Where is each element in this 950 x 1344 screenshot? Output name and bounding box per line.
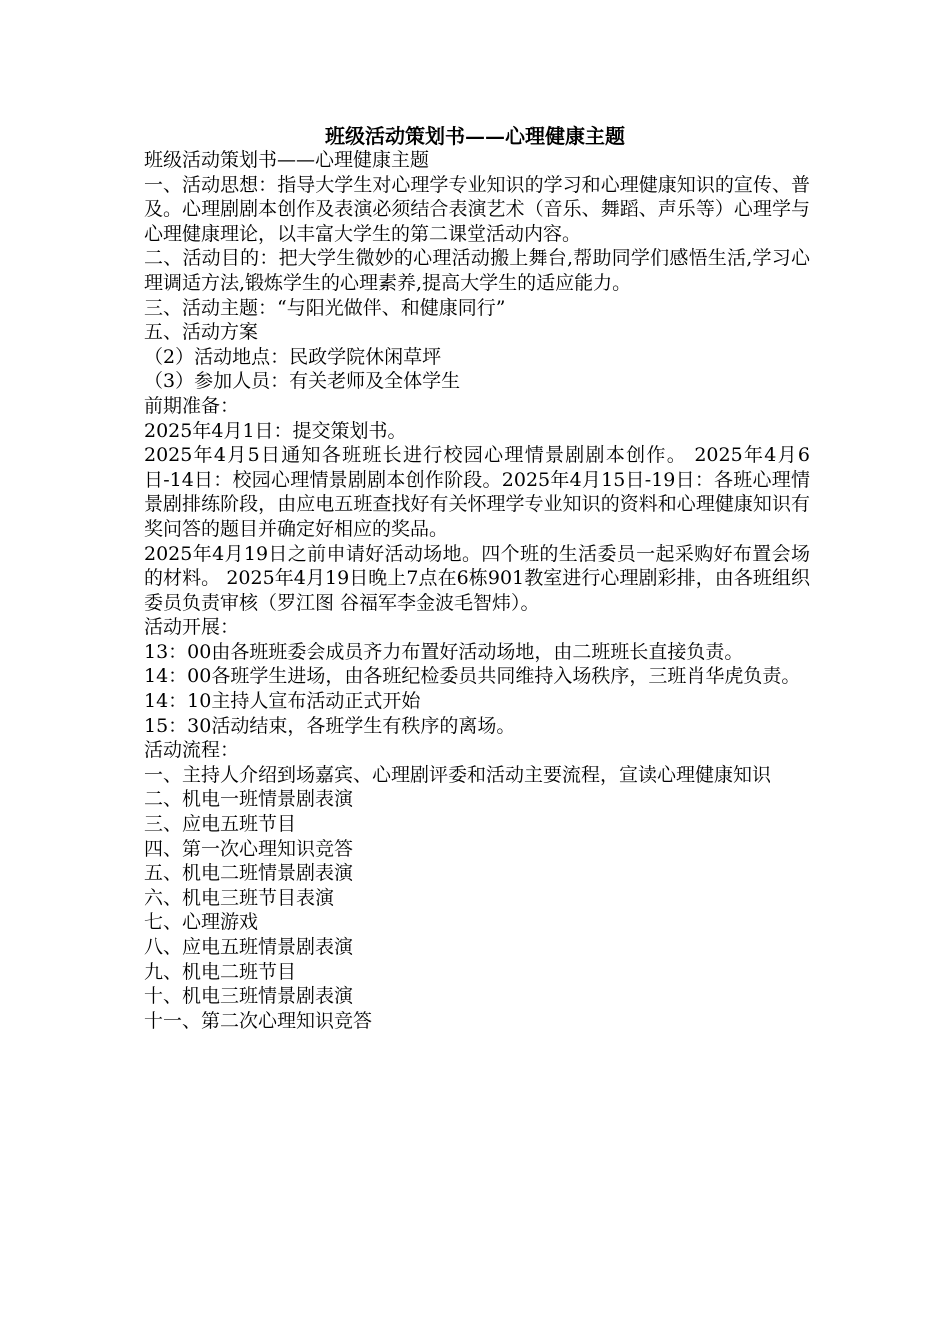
paragraph: 七、心理游戏 (144, 911, 259, 934)
document-body (144, 148, 810, 1033)
paragraph: （2）活动地点：民政学院休闲草坪 (144, 345, 442, 368)
paragraph: （3）参加人员：有关老师及全体学生 (144, 370, 461, 393)
paragraph: 15：30活动结束，各班学生有秩序的离场。 (144, 714, 516, 737)
paragraph: 前期准备： (144, 394, 240, 417)
paragraph: 一、主持人介绍到场嘉宾、心理剧评委和活动主要流程，宣读心理健康知识 (144, 763, 772, 786)
paragraph: 班级活动策划书——心理健康主题 (144, 149, 430, 171)
paragraph: 14：10主持人宣布活动正式开始 (144, 690, 421, 713)
paragraph: 八、应电五班情景剧表演 (144, 936, 354, 958)
paragraph: 二、活动目的：把大学生微妙的心理活动搬上舞台,帮助同学们感悟生活,学习心理调适方法,锻炼学生的心理素养,提高大学生的适应能力。 (144, 247, 810, 294)
paragraph: 五、机电二班情景剧表演 (144, 862, 354, 885)
paragraph: 九、机电二班节目 (144, 960, 297, 983)
paragraph: 14：00各班学生进场，由各班纪检委员共同维持入场秩序，三班肖华虎负责。 (144, 665, 801, 688)
paragraph: 2025年4月1日：提交策划书。 (144, 419, 407, 442)
paragraph: 十一、第二次心理知识竞答 (144, 1009, 373, 1032)
paragraph: 五、活动方案 (144, 321, 259, 344)
paragraph: 六、机电三班节目表演 (144, 886, 335, 909)
paragraph: 三、活动主题：“与阳光做伴、和健康同行” (144, 296, 506, 319)
paragraph: 13：00由各班班委会成员齐力布置好活动场地，由二班班长直接负责。 (144, 640, 744, 663)
paragraph: 一、活动思想：指导大学生对心理学专业知识的学习和心理健康知识的宣传、普及。心理剧剧本创作及表演必须结合表演艺术（音乐、舞蹈、声乐等）心理学与心理健康理论，以丰富大学生的第二课堂活动内容。 (144, 173, 810, 245)
paragraph: 活动开展： (144, 616, 240, 639)
paragraph: 十、机电三班情景剧表演 (144, 985, 354, 1008)
document-title: 班级活动策划书——心理健康主题 (325, 124, 625, 148)
paragraph: 三、应电五班节目 (144, 813, 297, 836)
paragraph: 活动流程： (144, 739, 240, 762)
paragraph: 四、第一次心理知识竞答 (144, 837, 354, 860)
paragraph: 2025年4月5日通知各班班长进行校园心理情景剧剧本创作。 2025年4月6日-14日：校园心理情景剧剧本创作阶段。2025年4月15日-19日：各班心理情景剧排练阶段，由应电五班查找好有关怀理学专业知识的资料和心理健康知识有奖问答的题目并确定好相应的奖品。 (144, 444, 810, 540)
paragraph: 二、机电一班情景剧表演 (144, 788, 354, 811)
paragraph: 2025年4月19日之前申请好活动场地。四个班的生活委员一起采购好布置会场的材料。 2025年4月19日晚上7点在6栋901教室进行心理剧彩排，由各班组织委员负责审核（罗江图 谷福军李金波毛智炜）。 (144, 542, 810, 614)
